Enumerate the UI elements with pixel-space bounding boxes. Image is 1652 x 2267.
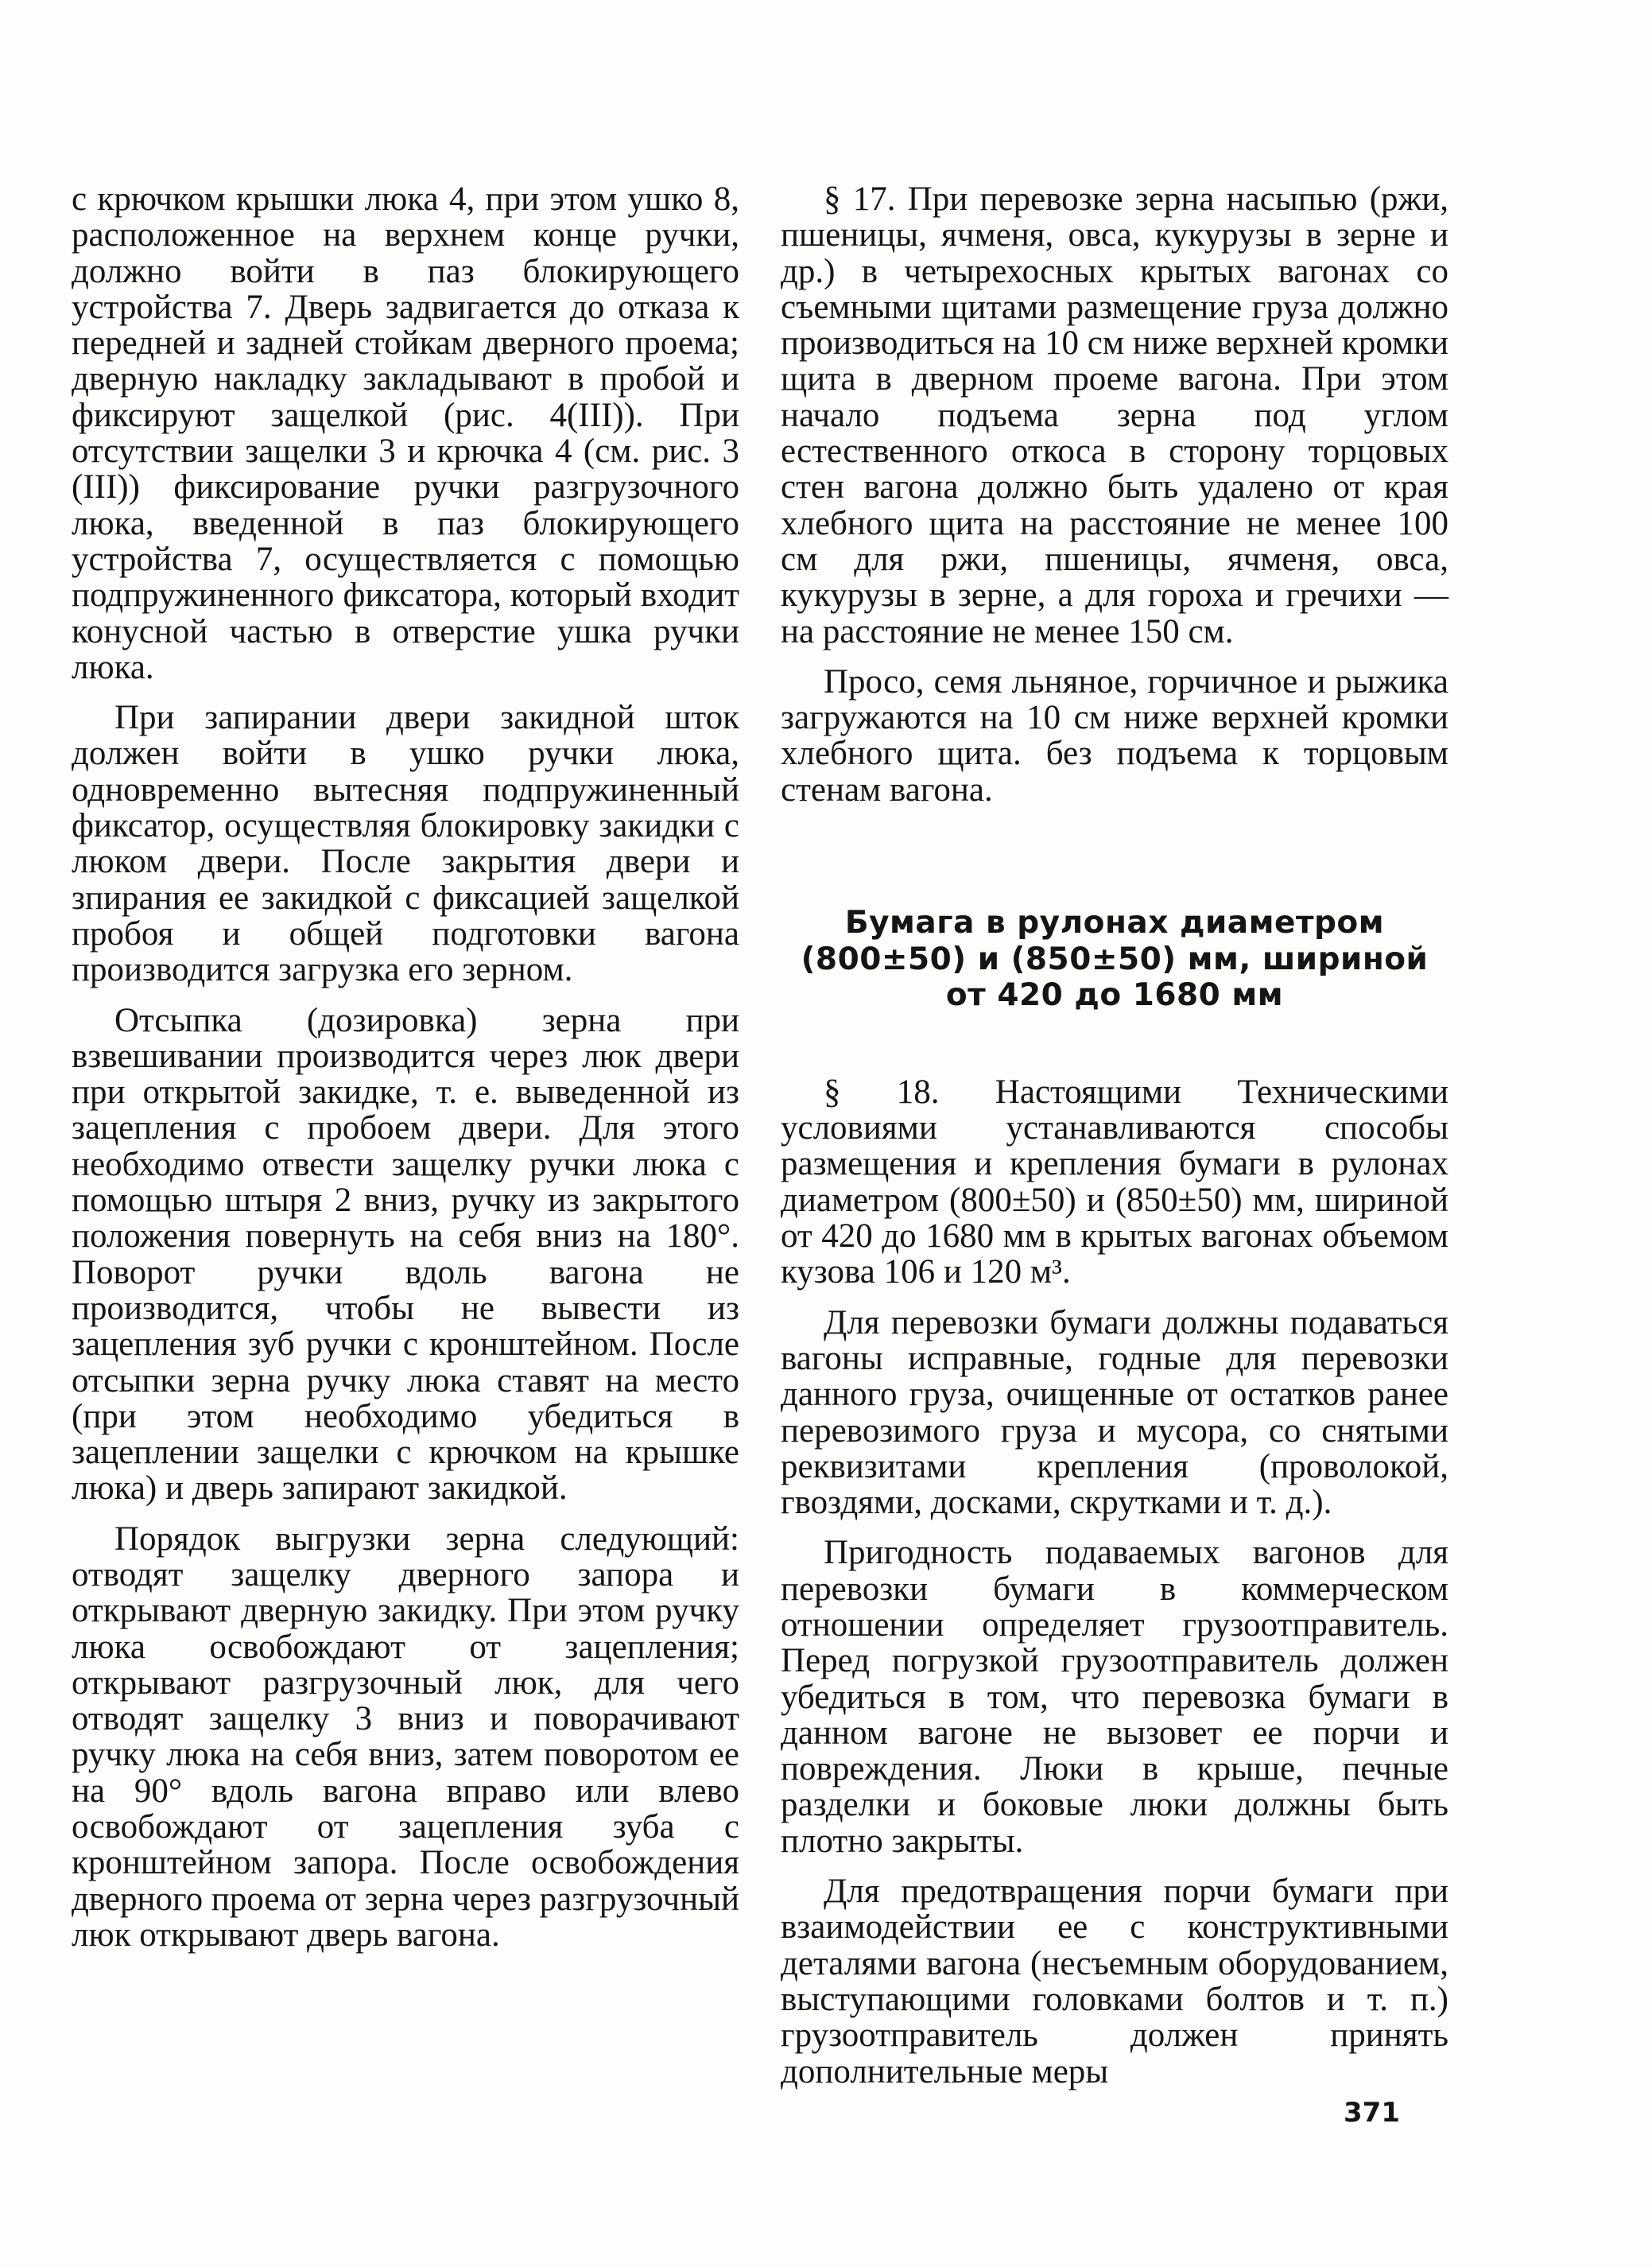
heading-line: Бумага в рулонах диаметром [844,905,1385,941]
page-number: 371 [1344,2097,1400,2129]
paragraph: Для перевозки бумаги должны подаваться вагоны исправные, годные для перевозки данного груза, очищенные от остатков ранее перевозимого груза и мусора, со снятыми реквизитами крепления (проволокой, гвоздями, досками, скрутками и т. д.). [781,1303,1448,1522]
heading-line: от 420 до 1680 мм [945,977,1284,1014]
paragraph: Порядок выгрузки зерна следующий: отводят защелку дверного запора и открывают дверную закидку. При этом ручку люка освобождают от зацепления; открывают разгрузочный люк, для чего отводят защелку 3 вниз и поворачивают ручку люка на себя вниз, затем поворотом ее на 90° вдоль вагона вправо или влево освобождают от зацепления зуба с кронштейном запора. После освобождения дверного проема от зерна через разгрузочный люк открывают дверь вагона. [72,1520,739,1954]
heading-line: (800±50) и (850±50) мм, шириной [801,941,1429,977]
paragraph: с крючком крышки люка 4, при этом ушко 8, расположенное на верхнем конце ручки, должно войти в паз блокирующего устройства 7. Дверь задвигается до отказа к передней и задней стойкам дверного проема; дверную накладку закладывают в пробой и фиксируют защелкой (рис. 4(III)). При отсутствии защелки 3 и крючка 4 (см. рис. 3 (III)) фиксирование ручки разгрузочного люка, введенной в паз блокирующего устройства 7, осуществляется с помощью подпружиненного фиксатора, который входит конусной частью в отверстие ушка ручки люка. [72,181,739,686]
paragraph: Отсыпка (дозировка) зерна при взвешивании производится через люк двери при открытой закидке, т. е. выведенной из зацепления с пробоем двери. Для этого необходимо отвести защелку ручки люка с помощью штыря 2 вниз, ручку из закрытого положения повернуть на себя вниз на 180°. Поворот ручки вдоль вагона не производится, чтобы не вывести из зацепления зуб ручки с кронштейном. После отсыпки зерна ручку люка ставят на место (при этом необходимо убедиться в зацеплении защелки с крючком на крышке люка) и дверь запирают закидкой. [72,1001,739,1508]
paragraph: Для предотвращения порчи бумаги при взаимодействии ее с конструктивными деталями вагона (несъемным оборудованием, выступающими головками болтов и т. п.) грузоотправитель должен принять дополнительные меры [781,1873,1448,2090]
right-column [781,181,1448,2090]
paragraph: При запирании двери закидной шток должен войти в ушко ручки люка, одновременно вытесняя подпружиненный фиксатор, осуществляя блокировку закидки с люком двери. После закрытия двери и зпирания ее закидкой с фиксацией защелкой пробоя и общей подготовки вагона производится загрузка его зерном. [72,699,739,989]
section-heading [781,905,1448,1014]
paragraph: § 18. Настоящими Техническими условиями устанавливаются способы размещения и крепления бумаги в рулонах диаметром (800±50) и (850±50) мм, шириной от 420 до 1680 мм в крытых вагонах объемом кузова 106 и 120 м³. [781,1073,1448,1291]
left-column [72,181,739,1953]
paragraph: Просо, семя льняное, горчичное и рыжика загружаются на 10 см ниже верхней кромки хлебного щита. без подъема к торцовым стенам вагона. [781,662,1448,809]
paragraph: Пригодность подаваемых вагонов для перевозки бумаги в коммерческом отношении определяет грузоотправитель. Перед погрузкой грузоотправитель должен убедиться в том, что перевозка бумаги в данном вагоне не вызовет ее порчи и повреждения. Люки в крыше, печные разделки и боковые люки должны быть плотно закрыты. [781,1534,1448,1860]
paragraph: § 17. При перевозке зерна насыпью (ржи, пшеницы, ячменя, овса, кукурузы в зерне и др.) в четырехосных крытых вагонах со съемными щитами размещение груза должно производиться на 10 см ниже верхней кромки щита в дверном проеме вагона. При этом начало подъема зерна под углом естественного откоса в сторону торцовых стен вагона должно быть удалено от края хлебного щита на расстояние не менее 100 см для ржи, пшеницы, ячменя, овса, кукурузы в зерне, а для гороха и гречихи — на расстояние не менее 150 см. [781,181,1449,650]
